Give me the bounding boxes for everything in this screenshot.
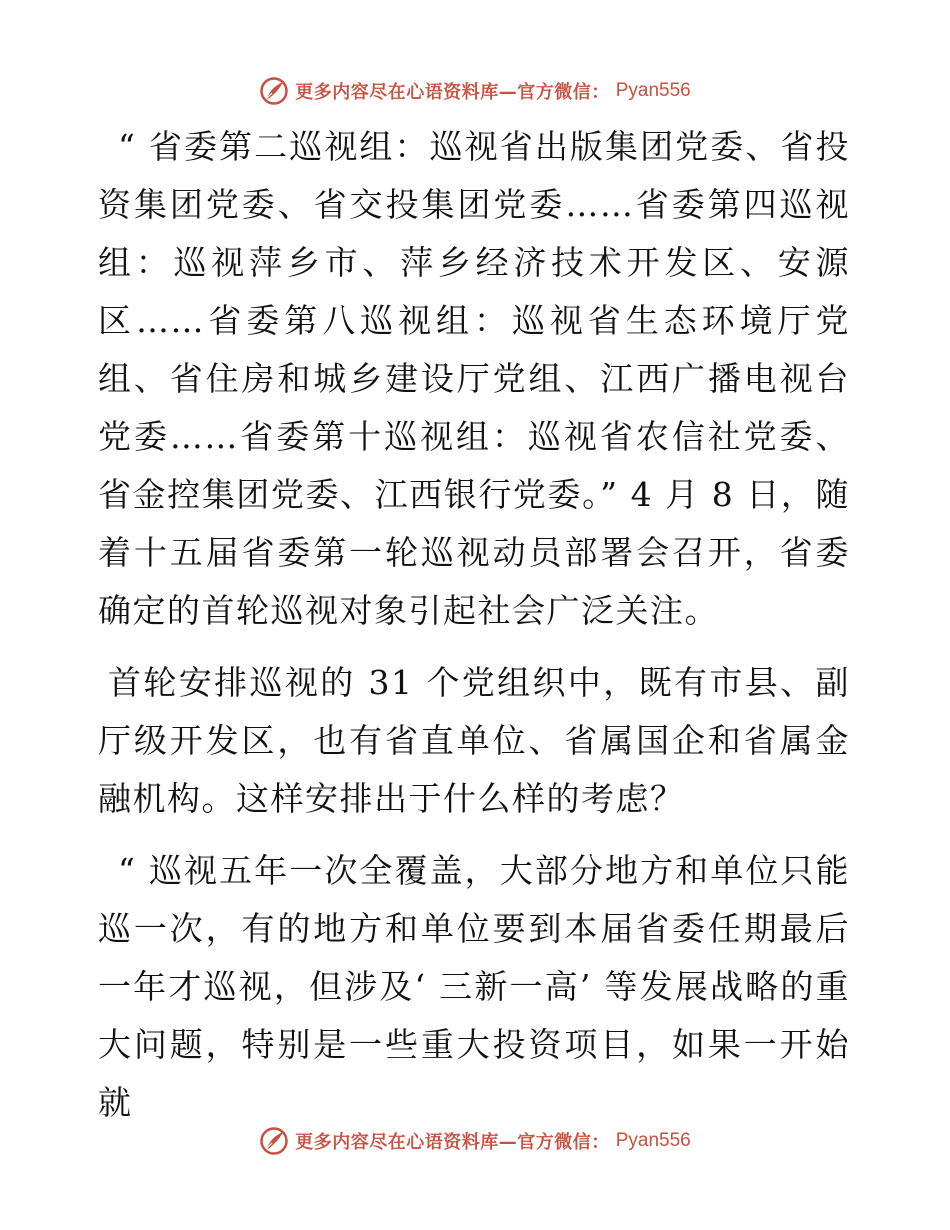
paragraph-3: “ 巡视五年一次全覆盖，大部分地方和单位只能巡一次，有的地方和单位要到本届省委任期最后一年才巡视，但涉及‘ 三新一高’ 等发展战略的重大问题，特别是一些重大投资项目，如果一开始就 xyxy=(98,851,850,1122)
watermark-text: 更多内容尽在心语资料库—官方微信： xyxy=(295,82,610,103)
watermark-wechat-id: Pyan556 xyxy=(615,80,691,101)
paragraph-1: “ 省委第二巡视组：巡视省出版集团党委、省投资集团党委、省交投集团党委……省委第四巡视组：巡视萍乡市、萍乡经济技术开发区、安源区……省委第八巡视组：巡视省生态环境厅党组、省住房和城乡建设厅党组、江西广播电视台党委……省委第十巡视组：巡视省农信社党委、省金控集团党委、江西银行党委。” 4 月 8 日，随着十五届省委第一轮巡视动员部署会召开，省委确定的首轮巡视对象引起社会广泛关注。 xyxy=(98,127,850,630)
watermark-text: 更多内容尽在心语资料库—官方微信： xyxy=(295,1132,610,1153)
watermark-wechat-id: Pyan556 xyxy=(615,1130,691,1151)
footer-watermark xyxy=(0,1123,950,1159)
paragraph-2: 首轮安排巡视的 31 个党组织中，既有市县、副厅级开发区，也有省直单位、省属国企和省属金融机构。这样安排出于什么样的考虑？ xyxy=(98,663,850,818)
quill-circle-logo-icon xyxy=(259,1126,289,1156)
quill-circle-logo-icon xyxy=(259,76,289,106)
header-watermark xyxy=(0,73,950,109)
document-body xyxy=(98,118,850,1132)
